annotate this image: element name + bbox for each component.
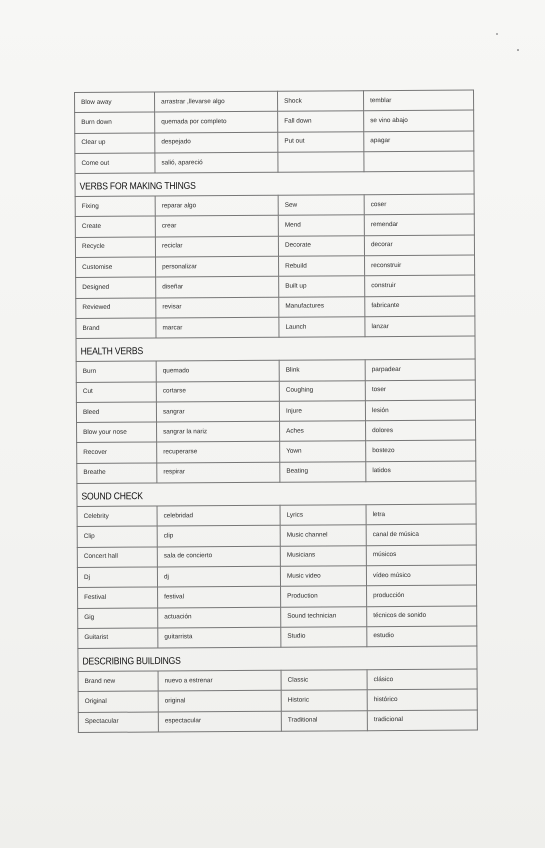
vocab-row [76, 380, 475, 403]
vocab-row [78, 689, 477, 712]
english-term-cell: Music video [280, 566, 366, 587]
spanish-translation-cell: coser [364, 194, 474, 215]
spanish-translation-cell: fabricante [365, 296, 475, 317]
spanish-translation-cell: quemada por completo [155, 112, 278, 133]
english-term-cell: Launch [279, 317, 365, 338]
vocab-row [76, 296, 475, 319]
spanish-translation-cell: clip [157, 526, 280, 547]
spanish-translation-cell: bostezo [366, 441, 476, 462]
english-term-cell: Historic [281, 690, 367, 711]
spanish-translation-cell: temblar [363, 90, 473, 111]
english-term-cell: Injure [279, 401, 365, 422]
english-term-cell: Aches [280, 421, 366, 442]
section-title: HEALTH VERBS [76, 335, 475, 364]
english-term-cell: Reviewed [76, 298, 156, 319]
english-term-cell: Brand new [78, 671, 158, 692]
english-term-cell: Mend [278, 215, 364, 236]
spanish-translation-cell: reconstruir [365, 255, 475, 276]
spanish-translation-cell [364, 151, 474, 172]
english-term-cell: Lyrics [280, 505, 366, 526]
spanish-translation-cell: actuación [158, 607, 281, 628]
vocab-row [76, 255, 475, 278]
spanish-translation-cell: decorar [364, 235, 474, 256]
spanish-translation-cell: técnicos de sonido [367, 606, 477, 627]
spanish-translation-cell: apagar [364, 131, 474, 152]
english-term-cell: Festival [78, 587, 158, 608]
english-term-cell: Coughing [279, 380, 365, 401]
english-term-cell: Guitarist [78, 628, 158, 649]
spanish-translation-cell: construir [365, 275, 475, 296]
spanish-translation-cell: músicos [366, 545, 476, 566]
spanish-translation-cell: personalizar [156, 256, 279, 277]
english-term-cell: Gig [78, 608, 158, 629]
english-term-cell: Concert hall [77, 547, 157, 568]
section-header-row [78, 646, 477, 671]
spanish-translation-cell: estudio [367, 626, 477, 647]
english-term-cell: Built up [279, 276, 365, 297]
section-header-row [77, 481, 476, 506]
english-term-cell: Decorate [278, 236, 364, 257]
vocab-row [77, 524, 476, 547]
spanish-translation-cell: original [158, 691, 281, 712]
vocab-row [77, 565, 476, 588]
vocab-row [75, 90, 474, 113]
vocab-row [77, 420, 476, 443]
english-term-cell: Spectacular [78, 712, 158, 733]
vocabulary-document [74, 90, 477, 733]
spanish-translation-cell: toser [365, 380, 475, 401]
english-term-cell: Bleed [76, 402, 156, 423]
spanish-translation-cell: reparar algo [155, 195, 278, 216]
vocab-row [75, 215, 474, 238]
spanish-translation-cell: marcar [156, 317, 279, 338]
spanish-translation-cell: crear [155, 216, 278, 237]
english-term-cell: Sound technician [281, 606, 367, 627]
spanish-translation-cell: sangrar [156, 401, 279, 422]
english-term-cell: Blow your nose [77, 422, 157, 443]
english-term-cell: Music channel [280, 525, 366, 546]
spanish-translation-cell: parpadear [365, 359, 475, 380]
english-term-cell: Yown [280, 441, 366, 462]
spanish-translation-cell: latidos [366, 461, 476, 482]
spanish-translation-cell: histórico [367, 689, 477, 710]
spanish-translation-cell: canal de música [366, 524, 476, 545]
section-header-row [75, 171, 474, 196]
english-term-cell: Put out [278, 131, 364, 152]
spanish-translation-cell: quemado [156, 361, 279, 382]
english-term-cell: Rebuild [279, 256, 365, 277]
english-term-cell: Manufactures [279, 296, 365, 317]
english-term-cell: Clip [77, 526, 157, 547]
spanish-translation-cell: se vino abajo [364, 110, 474, 131]
english-term-cell: Original [78, 691, 158, 712]
section-title: DESCRIBING BUILDINGS [78, 644, 477, 673]
spanish-translation-cell: vídeo músico [366, 565, 476, 586]
spanish-translation-cell: recuperarse [157, 442, 280, 463]
spanish-translation-cell: sangrar la nariz [157, 421, 280, 442]
spanish-translation-cell: dolores [366, 420, 476, 441]
spanish-translation-cell: producción [367, 585, 477, 606]
vocabulary-table [74, 90, 478, 733]
vocab-row [75, 131, 474, 154]
english-term-cell: Clear up [75, 133, 155, 154]
vocab-row [78, 710, 477, 733]
spanish-translation-cell: sala de concierto [157, 546, 280, 567]
vocabulary-table-body [75, 90, 478, 732]
spanish-translation-cell: espectacular [158, 711, 281, 732]
vocab-row [76, 275, 475, 298]
spanish-translation-cell: arrastrar ,llevarse algo [155, 91, 278, 112]
spanish-translation-cell: nuevo a estrenar [158, 670, 281, 691]
english-term-cell: Fixing [75, 196, 155, 217]
section-header-row [76, 336, 475, 361]
spanish-translation-cell: lesión [365, 400, 475, 421]
vocab-row [78, 606, 477, 629]
section-title: VERBS FOR MAKING THINGS [75, 170, 474, 199]
english-term-cell: Recycle [75, 237, 155, 258]
spanish-translation-cell: celebridad [157, 505, 280, 526]
english-term-cell: Designed [76, 277, 156, 298]
english-term-cell: Burn down [75, 112, 155, 133]
spanish-translation-cell: guitarrista [158, 627, 281, 648]
english-term-cell: Cut [76, 382, 156, 403]
vocab-row [75, 110, 474, 133]
vocab-row [78, 585, 477, 608]
spanish-translation-cell: respirar [157, 462, 280, 483]
spanish-translation-cell: salió, apareció [155, 152, 278, 173]
section-title: SOUND CHECK [77, 479, 476, 508]
english-term-cell: Burn [76, 361, 156, 382]
spanish-translation-cell: letra [366, 504, 476, 525]
spanish-translation-cell: lanzar [365, 316, 475, 337]
vocab-row [76, 400, 475, 423]
english-term-cell: Blow away [75, 92, 155, 113]
english-term-cell: Studio [281, 627, 367, 648]
english-term-cell: Traditional [281, 710, 367, 731]
english-term-cell: Come out [75, 153, 155, 174]
english-term-cell: Shock [277, 91, 363, 112]
english-term-cell [278, 152, 364, 173]
spanish-translation-cell: diseñar [156, 277, 279, 298]
english-term-cell: Beating [280, 461, 366, 482]
english-term-cell: Sew [278, 195, 364, 216]
vocab-row [75, 235, 474, 258]
english-term-cell: Breathe [77, 463, 157, 484]
spanish-translation-cell: remendar [364, 215, 474, 236]
paper-speck [496, 33, 498, 35]
english-term-cell: Classic [281, 670, 367, 691]
english-term-cell: Recover [77, 442, 157, 463]
english-term-cell: Customise [76, 257, 156, 278]
spanish-translation-cell: clásico [367, 669, 477, 690]
english-term-cell: Fall down [278, 111, 364, 132]
english-term-cell: Celebrity [77, 506, 157, 527]
spanish-translation-cell: tradicional [367, 710, 477, 731]
vocab-row [77, 545, 476, 568]
english-term-cell: Dj [77, 567, 157, 588]
english-term-cell: Blink [279, 360, 365, 381]
spanish-translation-cell: cortarse [156, 381, 279, 402]
spanish-translation-cell: festival [158, 586, 281, 607]
spanish-translation-cell: reciclar [155, 236, 278, 257]
english-term-cell: Production [281, 586, 367, 607]
english-term-cell: Create [75, 216, 155, 237]
english-term-cell: Brand [76, 318, 156, 339]
vocab-row [77, 441, 476, 464]
english-term-cell: Musicians [280, 545, 366, 566]
spanish-translation-cell: dj [157, 566, 280, 587]
paper-speck [517, 49, 519, 51]
spanish-translation-cell: despejado [155, 132, 278, 153]
spanish-translation-cell: revisar [156, 297, 279, 318]
